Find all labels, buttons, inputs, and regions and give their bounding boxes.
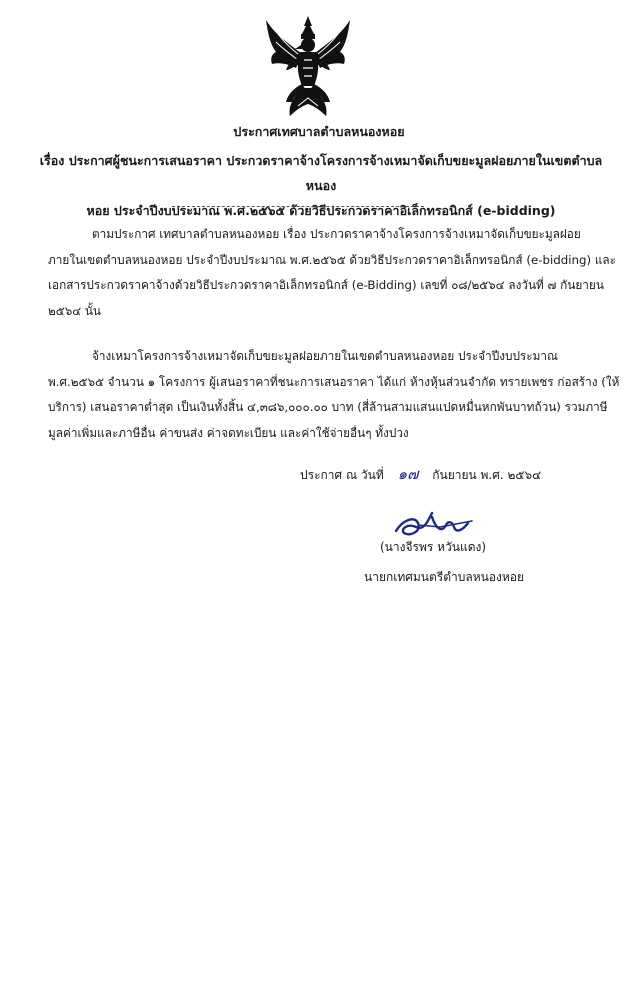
subject-heading: [38, 148, 604, 223]
handwritten-day: ๑๗: [397, 465, 419, 483]
subject-line: เรื่อง ประกาศผู้ชนะการเสนอราคา ประกวดราคาจ้างโครงการจ้างเหมาจัดเก็บขยะมูลฝอยภายในเขตตำบลหนอง: [39, 153, 603, 193]
announcement-date: [300, 462, 541, 486]
paragraph-line: จ้างเหมาโครงการจ้างเหมาจัดเก็บขยะมูลฝอยภายในเขตตำบลหนองหอย ประจำปีงบประมาณ: [92, 349, 558, 363]
body-paragraph-2: [48, 344, 620, 446]
date-prefix: ประกาศ ณ วันที่: [300, 468, 384, 482]
paragraph-line: ๒๕๖๔ นั้น: [48, 303, 101, 318]
paragraph-line: เอกสารประกวดราคาจ้างด้วยวิธีประกวดราคาอิเล็กทรอนิกส์ (e-Bidding) เลขที่ ๐๘/๒๕๖๔ ลงวันที่ ๗ กันยายน: [48, 278, 604, 292]
date-suffix: กันยายน พ.ศ. ๒๕๖๔: [432, 468, 542, 482]
paragraph-line: บริการ) เสนอราคาต่ำสุด เป็นเงินทั้งสิ้น ๔,๓๘๖,๐๐๐.๐๐ บาท (สี่ล้านสามแสนแปดหมื่นหกพันบาทถ้วน) รวมภาษี: [48, 400, 608, 414]
signatory-position: นายกเทศมนตรีตำบลหนองหอย: [364, 570, 525, 584]
signatory-name: (นางจีรพร หวันแดง): [380, 540, 487, 554]
subject-line: หอย ประจำปีงบประมาณ พ.ศ.๒๕๖๕ ด้วยวิธีประกวดราคาอิเล็กทรอนิกส์ (e-bidding): [86, 203, 556, 218]
paragraph-line: พ.ศ.๒๕๖๕ จำนวน ๑ โครงการ ผู้เสนอราคาที่ชนะการเสนอราคา ได้แก่ ห้างหุ้นส่วนจำกัด ทรายเพชร ก่อสร้าง (ให้: [48, 374, 620, 389]
garuda-emblem-icon: [262, 14, 354, 118]
dashed-divider: [172, 206, 424, 207]
paragraph-line: ตามประกาศ เทศบาลตำบลหนองหอย เรื่อง ประกวดราคาจ้างโครงการจ้างเหมาจัดเก็บขยะมูลฝอย: [92, 227, 581, 241]
document-title: ประกาศเทศบาลตำบลหนองหอย: [233, 124, 405, 139]
paragraph-line: มูลค่าเพิ่มและภาษีอื่น ค่าขนส่ง ค่าจดทะเบียน และค่าใช้จ่ายอื่นๆ ทั้งปวง: [48, 425, 409, 440]
paragraph-line: ภายในเขตตำบลหนองหอย ประจำปีงบประมาณ พ.ศ.๒๕๖๕ ด้วยวิธีประกวดราคาอิเล็กทรอนิกส์ (e-bidding) และ: [48, 252, 616, 267]
body-paragraph-1: [48, 222, 616, 324]
